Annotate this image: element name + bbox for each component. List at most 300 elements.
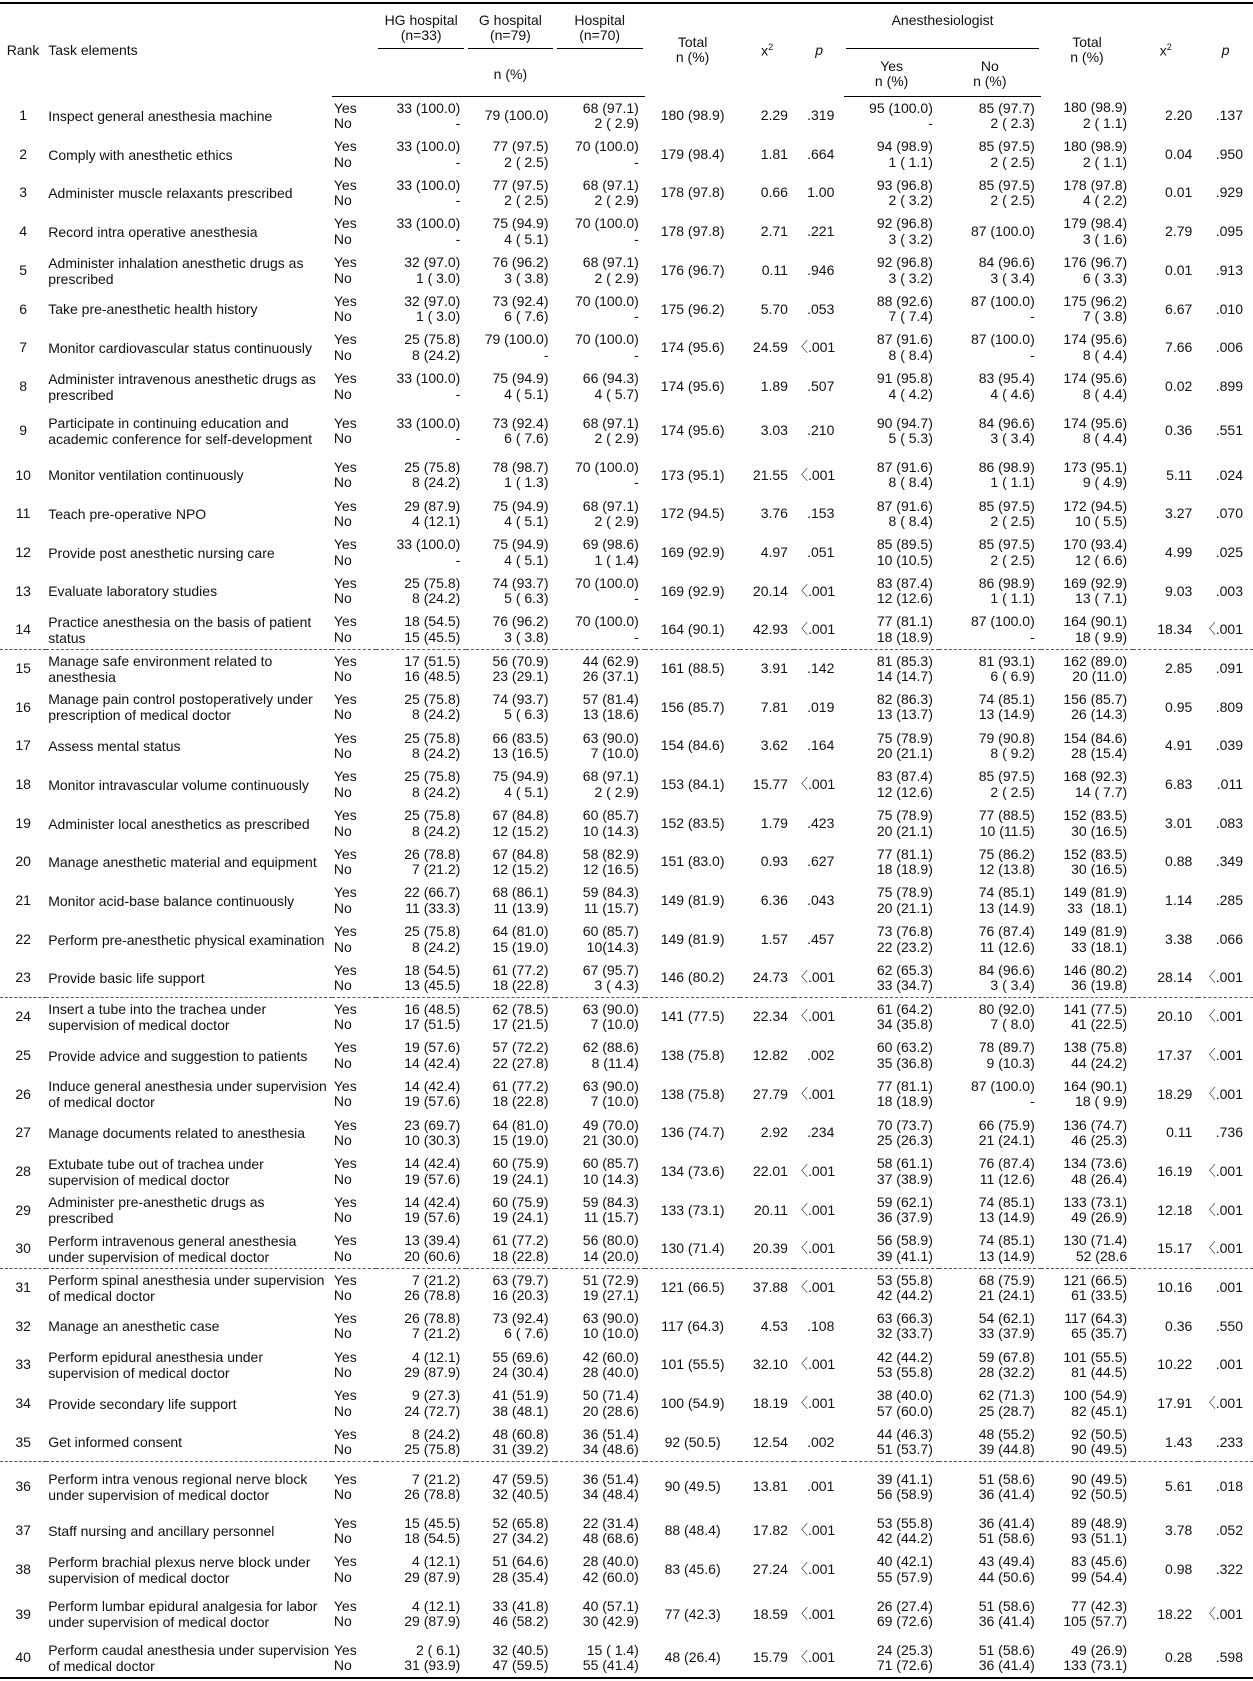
chi-square-cell: 20.39 xyxy=(752,1240,788,1257)
hospital-cell xyxy=(555,843,645,882)
anesthesiologist-no-cell-no: 3 ( 3.4) xyxy=(990,269,1035,286)
hg-hospital-cell-yes: 32 (97.0) xyxy=(404,292,461,309)
hg-hospital-cell xyxy=(376,1075,466,1114)
total-2-cell-no: 8 ( 4.4) xyxy=(1082,385,1128,402)
anesthesiologist-yes-cell-no: 20 (21.1) xyxy=(876,822,933,839)
anesthesiologist-no-cell-no: - xyxy=(1030,346,1035,363)
p-value-cell: .210 xyxy=(807,422,835,439)
anesthesiologist-no-cell xyxy=(939,329,1041,368)
p-value-cell: .319 xyxy=(807,107,835,124)
chi-square-cell: 21.55 xyxy=(752,466,788,483)
hg-hospital-cell-no: 7 (21.2) xyxy=(412,1325,461,1342)
anesthesiologist-yes-cell-no: 7 ( 7.4) xyxy=(888,308,933,325)
header-hospital xyxy=(555,3,645,52)
g-hospital-cell xyxy=(466,1191,554,1230)
hg-hospital-cell-yes: 18 (54.5) xyxy=(404,961,461,978)
p-value-2-cell: .598 xyxy=(1198,1639,1253,1678)
hg-hospital-cell-no: 8 (24.2) xyxy=(412,474,461,491)
header-total-2-label: Total xyxy=(1072,34,1102,51)
hg-hospital-cell-no: 8 (24.2) xyxy=(412,706,461,723)
p-value-cell: 〈.001 xyxy=(794,1639,844,1678)
yes-no-label xyxy=(332,1191,376,1230)
yes-no-label-no: No xyxy=(333,1364,352,1381)
p-value-2-cell: .809 xyxy=(1215,698,1243,715)
g-hospital-cell-no: 3 ( 3.8) xyxy=(504,628,549,645)
p-value-2-cell: .322 xyxy=(1215,1561,1243,1578)
anesthesiologist-yes-cell-no: 39 (41.1) xyxy=(876,1247,933,1264)
total-cell: 164 (90.1) xyxy=(660,621,725,638)
anesthesiologist-yes-cell xyxy=(844,1036,939,1075)
table-row xyxy=(0,1114,1253,1153)
yes-no-label-no: No xyxy=(333,115,352,132)
hg-hospital-cell-no: 19 (57.6) xyxy=(404,1209,461,1226)
yes-no-label-no: No xyxy=(333,1325,352,1342)
total-2-cell-no: 18 ( 9.9) xyxy=(1075,628,1128,645)
hospital-cell-yes: 58 (82.9) xyxy=(582,845,639,862)
g-hospital-cell-no: 47 (59.5) xyxy=(492,1657,549,1674)
rank-cell: 3 xyxy=(19,184,27,201)
hg-hospital-cell xyxy=(376,1512,466,1551)
header-no-label: No xyxy=(980,58,999,74)
task-element-cell: Extubate tube out of trachea under supervision of medical doctor xyxy=(48,1155,264,1188)
yes-no-label-no: No xyxy=(333,551,352,568)
task-element-cell: Administer pre-anesthetic drugs as prescribed xyxy=(48,1194,265,1227)
hg-hospital-cell-yes: 14 (42.4) xyxy=(404,1077,461,1094)
anesthesiologist-no-cell xyxy=(939,1639,1041,1678)
p-value-cell: 〈.001 xyxy=(793,1162,836,1179)
yes-no-label-yes: Yes xyxy=(333,961,357,978)
total-cell: 138 (75.8) xyxy=(660,1046,725,1063)
task-element-cell: Perform intravenous general anesthesia under supervision of medical doctor xyxy=(48,1232,297,1265)
rank-cell: 27 xyxy=(15,1124,31,1141)
g-hospital-cell-no: 4 ( 5.1) xyxy=(504,783,549,800)
hg-hospital-cell-yes: 26 (78.8) xyxy=(404,845,461,862)
g-hospital-cell-no: 4 ( 5.1) xyxy=(504,513,549,530)
total-2-cell-yes: 121 (66.5) xyxy=(1063,1271,1128,1288)
yes-no-label-no: No xyxy=(333,899,352,916)
total-2-cell-yes: 174 (95.6) xyxy=(1063,331,1128,348)
anesthesiologist-yes-cell-no: 8 ( 8.4) xyxy=(888,513,933,530)
g-hospital-cell-no: 4 ( 5.1) xyxy=(504,230,549,247)
rank-cell: 25 xyxy=(15,1046,31,1063)
total-2-cell-no: 2 ( 1.1) xyxy=(1082,114,1128,131)
g-hospital-cell-yes: 51 (64.6) xyxy=(492,1553,549,1570)
rank-cell: 35 xyxy=(15,1433,31,1450)
hospital-cell-yes: 70 (100.0) xyxy=(575,458,639,475)
p-value-2-cell: 〈.001 xyxy=(1201,1240,1243,1257)
g-hospital-cell-no: 2 ( 2.5) xyxy=(504,153,549,170)
g-hospital-cell-yes: 74 (93.7) xyxy=(492,574,549,591)
total-cell: 173 (95.1) xyxy=(660,466,725,483)
g-hospital-cell-yes: 66 (83.5) xyxy=(492,729,549,746)
header-total-2-sub: n (%) xyxy=(1070,49,1104,66)
anesthesiologist-no-cell-no: 36 (41.4) xyxy=(978,1613,1035,1630)
rank-cell: 19 xyxy=(15,814,31,831)
chi-square-2-cell: 3.78 xyxy=(1165,1522,1193,1539)
anesthesiologist-no-cell-yes: 84 (96.6) xyxy=(978,254,1035,271)
hospital-cell-no: 3 ( 4.3) xyxy=(594,977,639,994)
rank-cell: 8 xyxy=(19,377,27,394)
total-2-cell xyxy=(1041,1075,1133,1114)
g-hospital-cell xyxy=(466,1268,554,1307)
chi-square-cell: 15.79 xyxy=(740,1639,794,1678)
hg-hospital-cell xyxy=(376,174,466,213)
anesthesiologist-yes-cell xyxy=(844,1152,939,1191)
g-hospital-cell-no: 19 (24.1) xyxy=(492,1209,549,1226)
hg-hospital-cell xyxy=(376,97,466,136)
chi-square-cell: 7.81 xyxy=(760,698,788,715)
chi-square-2-cell: 1.14 xyxy=(1165,892,1193,909)
hospital-cell xyxy=(555,290,645,329)
anesthesiologist-yes-cell xyxy=(844,1114,939,1153)
hospital-cell xyxy=(555,804,645,843)
anesthesiologist-yes-cell xyxy=(844,804,939,843)
anesthesiologist-no-cell-no: 28 (32.2) xyxy=(978,1364,1035,1381)
anesthesiologist-no-cell xyxy=(939,882,1041,921)
total-2-cell-no: 4 ( 2.2) xyxy=(1082,192,1128,209)
yes-no-label-no: No xyxy=(333,385,352,402)
table-row xyxy=(0,1551,1253,1590)
hospital-cell xyxy=(555,1551,645,1590)
hospital-cell xyxy=(555,1268,645,1307)
g-hospital-cell-no: 22 (27.8) xyxy=(492,1054,549,1071)
header-total-label: Total xyxy=(677,34,708,51)
yes-no-label-yes: Yes xyxy=(333,370,357,387)
chi-square-2-cell: 4.99 xyxy=(1165,543,1193,560)
task-element-cell: Manage documents related to anesthesia xyxy=(48,1125,306,1142)
hospital-cell-no: - xyxy=(634,590,639,607)
p-value-cell: 〈.001 xyxy=(793,1240,836,1257)
anesthesiologist-no-cell xyxy=(939,251,1041,290)
hg-hospital-cell-no: - xyxy=(455,430,461,446)
yes-no-label-no: No xyxy=(333,628,352,645)
rank-cell: 21 xyxy=(15,892,31,909)
yes-no-label-no: No xyxy=(333,1170,352,1187)
anesthesiologist-yes-cell-no: 55 (57.9) xyxy=(876,1568,933,1585)
table-row xyxy=(0,1191,1253,1230)
hg-hospital-cell xyxy=(376,920,466,959)
hospital-cell-yes: 68 (97.1) xyxy=(582,768,639,785)
hg-hospital-cell-yes: 33 (100.0) xyxy=(396,370,461,387)
p-value-cell: 1.00 xyxy=(807,184,835,201)
g-hospital-cell-no: 18 (22.8) xyxy=(492,1093,549,1110)
anesthesiologist-yes-cell-no: 13 (13.7) xyxy=(876,706,933,723)
hospital-cell-yes: 67 (95.7) xyxy=(582,961,639,978)
total-2-cell xyxy=(1041,959,1133,998)
task-element-cell: Perform lumbar epidural analgesia for labor under supervision of medical doctor xyxy=(48,1598,318,1631)
hg-hospital-cell-yes: 4 (12.1) xyxy=(412,1348,461,1365)
total-2-cell xyxy=(1041,1114,1133,1153)
total-2-cell-yes: 149 (81.9) xyxy=(1063,923,1128,940)
g-hospital-cell-no: 38 (48.1) xyxy=(492,1402,549,1419)
hg-hospital-cell-no: 15 (45.5) xyxy=(404,628,461,645)
total-cell: 179 (98.4) xyxy=(660,145,725,162)
hospital-cell-yes: 68 (97.1) xyxy=(582,176,639,193)
yes-no-label xyxy=(332,1114,376,1153)
chi-square-cell: 2.29 xyxy=(760,107,788,124)
g-hospital-cell-yes: 79 (100.0) xyxy=(484,331,549,348)
total-2-cell xyxy=(1041,1036,1133,1075)
task-element-cell: Teach pre-operative NPO xyxy=(48,506,207,523)
hg-hospital-cell xyxy=(376,1268,466,1307)
g-hospital-cell-no: 6 ( 7.6) xyxy=(504,430,549,446)
hg-hospital-cell-no: 26 (78.8) xyxy=(404,1486,461,1503)
header-hospital-n: (n=70) xyxy=(579,27,621,43)
hospital-cell-yes: 42 (60.0) xyxy=(582,1348,639,1365)
g-hospital-cell-yes: 68 (86.1) xyxy=(492,884,549,901)
yes-no-label xyxy=(332,882,376,921)
yes-no-label-yes: Yes xyxy=(333,1597,357,1614)
yes-no-label-no: No xyxy=(333,1054,352,1071)
anesthesiologist-yes-cell xyxy=(844,97,939,136)
anesthesiologist-no-cell xyxy=(939,766,1041,805)
hg-hospital-cell-no: 10 (30.3) xyxy=(404,1132,461,1149)
hg-hospital-cell-no: 13 (45.5) xyxy=(404,977,461,994)
p-value-cell: 〈.001 xyxy=(793,1356,836,1373)
total-2-cell-yes: 92 (50.5) xyxy=(1071,1425,1128,1442)
anesthesiologist-yes-cell-no: 42 (44.2) xyxy=(876,1530,933,1547)
hg-hospital-cell-no: 8 (24.2) xyxy=(412,745,461,762)
chi-square-cell: 2.92 xyxy=(760,1124,788,1141)
anesthesiologist-yes-cell-yes: 77 (81.1) xyxy=(876,1077,933,1094)
anesthesiologist-no-cell xyxy=(939,533,1041,572)
total-2-cell-yes: 130 (71.4) xyxy=(1063,1232,1128,1249)
anesthesiologist-yes-cell-yes: 75 (78.9) xyxy=(876,729,933,746)
anesthesiologist-yes-cell xyxy=(844,766,939,805)
chi-square-cell: 6.36 xyxy=(760,892,788,909)
anesthesiologist-yes-cell xyxy=(844,998,939,1037)
hg-hospital-cell xyxy=(376,456,466,495)
anesthesiologist-yes-cell xyxy=(844,882,939,921)
chi-square-2-cell: 18.22 xyxy=(1157,1605,1193,1622)
chi-square-2-cell: 4.91 xyxy=(1165,737,1193,754)
yes-no-label-yes: Yes xyxy=(333,613,357,630)
hg-hospital-cell-yes: 4 (12.1) xyxy=(412,1597,461,1614)
chi-square-cell: 27.79 xyxy=(752,1085,788,1102)
anesthesiologist-yes-cell-yes: 60 (63.2) xyxy=(876,1039,933,1056)
chi-square-cell: 4.97 xyxy=(760,543,788,560)
hg-hospital-cell xyxy=(376,843,466,882)
chi-square-cell: 22.34 xyxy=(740,998,794,1037)
hospital-cell-yes: 70 (100.0) xyxy=(575,331,639,348)
anesthesiologist-no-cell-yes: 87 (100.0) xyxy=(970,1077,1035,1094)
yes-no-label xyxy=(332,1036,376,1075)
g-hospital-cell-yes: 77 (97.5) xyxy=(492,176,549,193)
hospital-cell-yes: 22 (31.4) xyxy=(582,1514,639,1531)
total-2-cell xyxy=(1041,1639,1133,1678)
p-value-cell: 〈.001 xyxy=(794,1268,844,1307)
g-hospital-cell-yes: 73 (92.4) xyxy=(492,414,549,431)
anesthesiologist-yes-cell xyxy=(844,495,939,534)
total-2-cell-yes: 149 (81.9) xyxy=(1063,884,1128,901)
total-cell: 141 (77.5) xyxy=(645,998,741,1037)
hospital-cell-no: 7 (10.0) xyxy=(590,745,639,762)
total-cell: 178 (97.8) xyxy=(660,184,725,201)
p-value-2-cell: 〈.001 xyxy=(1201,1162,1243,1179)
g-hospital-cell-yes: 61 (77.2) xyxy=(492,961,549,978)
hospital-cell-no: 10 (10.0) xyxy=(582,1325,639,1342)
task-element-cell: Perform intra venous regional nerve block under supervision of medical doctor xyxy=(46,1462,332,1512)
anesthesiologist-yes-cell-yes: 53 (55.8) xyxy=(876,1271,933,1288)
anesthesiologist-no-cell-no: 44 (50.6) xyxy=(978,1568,1035,1585)
yes-no-label xyxy=(332,611,376,650)
task-element-cell: Perform caudal anesthesia under supervision of medical doctor xyxy=(46,1639,332,1678)
total-cell: 133 (73.1) xyxy=(660,1201,725,1218)
anesthesiologist-no-cell-no: 3 ( 3.4) xyxy=(990,977,1035,994)
hg-hospital-cell-no: 1 ( 3.0) xyxy=(415,269,461,286)
header-yes-label: Yes xyxy=(880,58,904,74)
table-row xyxy=(0,766,1253,805)
hospital-cell xyxy=(555,533,645,572)
anesthesiologist-yes-cell-yes: 85 (89.5) xyxy=(876,536,933,553)
g-hospital-cell xyxy=(466,1462,554,1512)
table-row xyxy=(0,213,1253,252)
p-value-2-cell: 〈.001 xyxy=(1201,1395,1243,1412)
hospital-cell xyxy=(555,959,645,998)
total-2-cell xyxy=(1041,1307,1133,1346)
yes-no-label xyxy=(332,998,376,1037)
header-hospital-label: Hospital xyxy=(574,12,625,28)
yes-no-label-yes: Yes xyxy=(333,1425,357,1442)
anesthesiologist-no-cell-yes: 78 (89.7) xyxy=(978,1039,1035,1056)
p-value-cell: 〈.001 xyxy=(793,466,836,483)
total-2-cell xyxy=(1041,329,1133,368)
yes-no-label-yes: Yes xyxy=(333,176,357,193)
hg-hospital-cell-no: 20 (60.6) xyxy=(404,1247,461,1264)
rank-cell: 40 xyxy=(0,1639,46,1678)
total-2-cell-no: 28 (15.4) xyxy=(1071,745,1128,762)
hg-hospital-cell-yes: 25 (75.8) xyxy=(404,923,461,940)
task-element-cell: Record intra operative anesthesia xyxy=(48,223,258,240)
anesthesiologist-yes-cell-no: 14 (14.7) xyxy=(876,668,933,685)
hg-hospital-cell xyxy=(376,1152,466,1191)
task-element-cell: Manage an anesthetic case xyxy=(48,1318,220,1335)
task-element-cell: Administer inhalation anesthetic drugs as prescribed xyxy=(48,254,304,287)
task-element-cell: Practice anesthesia on the basis of patient status xyxy=(48,613,312,646)
hg-hospital-cell xyxy=(376,727,466,766)
hg-hospital-cell-no: 16 (48.5) xyxy=(404,668,461,685)
anesthesiologist-no-cell-yes: 87 (100.0) xyxy=(970,331,1035,348)
hg-hospital-cell-no: 29 (87.9) xyxy=(404,1568,461,1585)
p-value-cell: .019 xyxy=(807,698,835,715)
hospital-cell xyxy=(555,1230,645,1269)
yes-no-label xyxy=(332,1346,376,1385)
chi-square-2-cell: 18.34 xyxy=(1157,621,1193,638)
hospital-cell-yes: 70 (100.0) xyxy=(575,574,639,591)
total-2-cell-yes: 180 (98.9) xyxy=(1063,138,1128,155)
header-p-2: p xyxy=(1221,42,1230,59)
anesthesiologist-yes-cell xyxy=(844,251,939,290)
yes-no-label-no: No xyxy=(333,513,352,530)
rank-cell: 26 xyxy=(15,1085,31,1102)
g-hospital-cell-no: 15 (19.0) xyxy=(492,938,549,955)
p-value-2-cell: 〈.001 xyxy=(1201,1605,1243,1622)
hg-hospital-cell-no: - xyxy=(455,153,461,170)
anesthesiologist-no-cell xyxy=(939,1152,1041,1191)
total-2-cell-yes: 170 (93.4) xyxy=(1063,536,1128,553)
anesthesiologist-no-cell-yes: 74 (85.1) xyxy=(978,690,1035,707)
anesthesiologist-yes-cell-yes: 56 (58.9) xyxy=(876,1232,933,1249)
yes-no-label-no: No xyxy=(333,269,352,286)
yes-no-label xyxy=(332,406,376,456)
rank-cell: 20 xyxy=(15,853,31,870)
hg-hospital-cell-yes: 33 (100.0) xyxy=(396,414,461,431)
total-2-cell xyxy=(1041,406,1133,456)
hospital-cell-no: - xyxy=(634,230,639,247)
anesthesiologist-yes-cell xyxy=(844,174,939,213)
anesthesiologist-no-cell-yes: 54 (62.1) xyxy=(978,1309,1035,1326)
total-2-cell xyxy=(1041,135,1133,174)
anesthesiologist-no-cell-no: 1 ( 1.1) xyxy=(990,590,1035,607)
yes-no-label xyxy=(332,1307,376,1346)
hospital-cell xyxy=(555,495,645,534)
hospital-cell xyxy=(555,1036,645,1075)
p-value-2-cell: .011 xyxy=(1216,776,1243,793)
total-2-cell-no: 46 (25.3) xyxy=(1071,1132,1128,1149)
rank-cell: 39 xyxy=(15,1605,31,1622)
total-2-cell-no: 14 ( 7.7) xyxy=(1075,783,1128,800)
anesthesiologist-no-cell xyxy=(939,290,1041,329)
total-cell: 172 (94.5) xyxy=(660,505,725,522)
g-hospital-cell-yes: 76 (96.2) xyxy=(492,254,549,271)
total-2-cell-yes: 152 (83.5) xyxy=(1063,845,1128,862)
anesthesiologist-yes-cell xyxy=(844,1230,939,1269)
hg-hospital-cell xyxy=(376,688,466,727)
yes-no-label-no: No xyxy=(333,1613,352,1630)
total-2-cell-yes: 174 (95.6) xyxy=(1063,414,1128,431)
chi-square-2-cell: 28.14 xyxy=(1157,969,1193,986)
g-hospital-cell xyxy=(466,959,554,998)
p-value-2-cell: 〈.001 xyxy=(1198,998,1253,1037)
anesthesiologist-yes-cell-yes: 62 (65.3) xyxy=(876,961,933,978)
chi-square-cell: 1.57 xyxy=(760,930,788,947)
yes-no-label xyxy=(332,456,376,495)
yes-no-label-no: No xyxy=(333,1016,352,1033)
task-element-cell: Insert a tube into the trachea under supervision of medical doctor xyxy=(46,998,332,1037)
total-cell: 88 (48.4) xyxy=(664,1522,721,1539)
p-value-cell: 〈.001 xyxy=(793,1605,836,1622)
hospital-cell-no: 26 (37.1) xyxy=(582,668,639,685)
anesthesiologist-no-cell xyxy=(939,97,1041,136)
header-total-2 xyxy=(1041,3,1133,97)
anesthesiologist-yes-cell-yes: 95 (100.0) xyxy=(869,99,933,116)
hospital-cell-no: 12 (16.5) xyxy=(582,861,639,878)
g-hospital-cell xyxy=(466,533,554,572)
yes-no-label xyxy=(332,1268,376,1307)
anesthesiologist-no-cell-yes: 74 (85.1) xyxy=(978,884,1035,901)
task-element-cell: Participate in continuing education and academic conference for self-development xyxy=(48,415,313,447)
anesthesiologist-no-cell-yes: 84 (96.6) xyxy=(978,414,1035,431)
hospital-cell xyxy=(555,727,645,766)
total-cell: 161 (88.5) xyxy=(645,649,741,688)
hospital-cell-no: 2 ( 2.9) xyxy=(594,513,639,530)
p-value-cell: .507 xyxy=(807,377,835,394)
anesthesiologist-yes-cell xyxy=(844,290,939,329)
g-hospital-cell-no: 15 (19.0) xyxy=(492,1132,549,1149)
anesthesiologist-yes-cell-no: 36 (37.9) xyxy=(876,1209,933,1226)
hg-hospital-cell xyxy=(376,998,466,1037)
anesthesiologist-yes-cell-yes: 58 (61.1) xyxy=(876,1155,933,1172)
yes-no-label xyxy=(332,174,376,213)
hospital-cell-yes: 40 (57.1) xyxy=(582,1597,639,1614)
yes-no-label-no: No xyxy=(333,1657,352,1674)
task-element-cell: Monitor ventilation continuously xyxy=(48,467,244,484)
header-anesthesiologist: Anesthesiologist xyxy=(844,3,1040,52)
table-row xyxy=(0,804,1253,843)
anesthesiologist-no-cell-yes: 86 (98.9) xyxy=(978,458,1035,475)
g-hospital-cell-yes: 57 (72.2) xyxy=(492,1039,549,1056)
anesthesiologist-yes-cell-no: - xyxy=(928,115,933,132)
